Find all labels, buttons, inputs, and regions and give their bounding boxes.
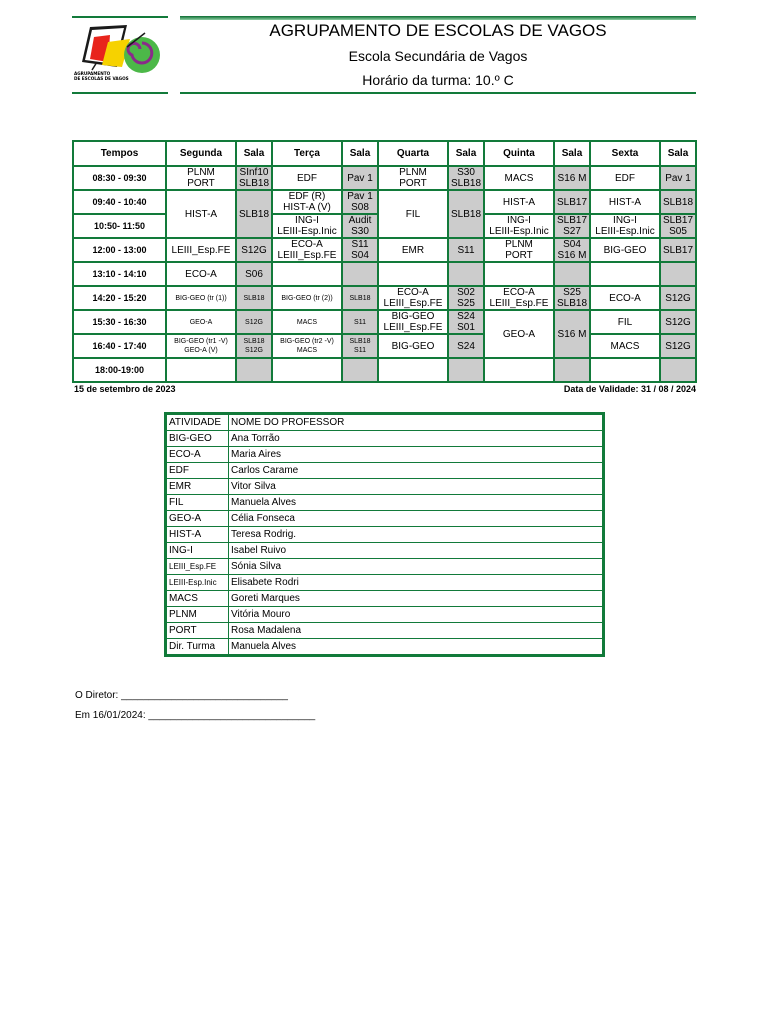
table-row [167, 639, 603, 655]
room-cell: SLB17 [554, 190, 590, 214]
room-cell: SLB18 [236, 190, 272, 238]
subject-cell: ECO-A [166, 262, 236, 286]
subject-cell: MACS [590, 334, 660, 358]
empty-cell [272, 358, 342, 382]
empty-room-cell [554, 358, 590, 382]
date-signature-line: Em 16/01/2024: ______________________________ [75, 710, 316, 721]
header-sala: Sala [236, 141, 272, 166]
header-segunda: Segunda [166, 141, 236, 166]
table-row [167, 591, 603, 607]
empty-cell [484, 358, 554, 382]
teacher-cell: Vitória Mouro [229, 607, 603, 623]
subject-cell: ING-I LEIII-Esp.Inic [484, 214, 554, 238]
table-row [167, 511, 603, 527]
table-row [167, 495, 603, 511]
subject-cell: ECO-A LEIII_Esp.FE [484, 286, 554, 310]
svg-text:DE ESCOLAS DE VAGOS: DE ESCOLAS DE VAGOS [74, 76, 129, 81]
teacher-cell: Rosa Madalena [229, 623, 603, 639]
teacher-cell: Manuela Alves [229, 639, 603, 655]
time-cell: 10:50- 11:50 [73, 214, 166, 238]
header-sala: Sala [342, 141, 378, 166]
table-row [73, 238, 696, 262]
activity-header: ATIVIDADE [167, 415, 229, 431]
time-cell: 15:30 - 16:30 [73, 310, 166, 334]
subject-cell: HIST-A [166, 190, 236, 238]
room-cell: S06 [236, 262, 272, 286]
header-tempos: Tempos [73, 141, 166, 166]
empty-cell [272, 262, 342, 286]
activity-cell: BIG-GEO [167, 431, 229, 447]
room-cell: SLB17 [660, 238, 696, 262]
class-label: Horário da turma: 10.º C [362, 72, 514, 88]
subject-cell: BIG-GEO (tr (2)) [272, 286, 342, 310]
time-cell: 09:40 - 10:40 [73, 190, 166, 214]
empty-cell [166, 358, 236, 382]
timetable [72, 140, 697, 383]
teacher-cell: Vitor Silva [229, 479, 603, 495]
activity-cell: HIST-A [167, 527, 229, 543]
time-cell: 13:10 - 14:10 [73, 262, 166, 286]
time-cell: 14:20 - 15:20 [73, 286, 166, 310]
subject-cell: EDF (R) HIST-A (V) [272, 190, 342, 214]
room-cell: SLB18 S12G [236, 334, 272, 358]
table-row [167, 543, 603, 559]
header-sala: Sala [660, 141, 696, 166]
table-row [167, 527, 603, 543]
activity-cell: MACS [167, 591, 229, 607]
empty-cell [378, 262, 448, 286]
table-row [73, 358, 696, 382]
table-row [167, 479, 603, 495]
room-cell: SLB18 S11 [342, 334, 378, 358]
subject-cell: HIST-A [590, 190, 660, 214]
activity-cell: ECO-A [167, 447, 229, 463]
activity-cell: EMR [167, 479, 229, 495]
room-cell: S16 M [554, 310, 590, 358]
issue-date: 15 de setembro de 2023 [74, 384, 176, 394]
room-cell: S12G [236, 238, 272, 262]
room-cell: SLB18 [660, 190, 696, 214]
subject-cell: BIG-GEO (tr1 -V) GEO-A (V) [166, 334, 236, 358]
subject-cell: PLNM PORT [484, 238, 554, 262]
header-sexta: Sexta [590, 141, 660, 166]
teacher-cell: Maria Aires [229, 447, 603, 463]
header-terca: Terça [272, 141, 342, 166]
empty-room-cell [448, 262, 484, 286]
empty-cell [590, 262, 660, 286]
teacher-cell: Sónia Silva [229, 559, 603, 575]
subject-cell: PLNM PORT [166, 166, 236, 190]
table-row [167, 463, 603, 479]
activity-cell: PORT [167, 623, 229, 639]
activity-cell: EDF [167, 463, 229, 479]
room-cell: S16 M [554, 166, 590, 190]
teacher-header: NOME DO PROFESSOR [229, 415, 603, 431]
time-cell: 16:40 - 17:40 [73, 334, 166, 358]
page-title: AGRUPAMENTO DE ESCOLAS DE VAGOS [269, 21, 607, 40]
subject-cell: EDF [272, 166, 342, 190]
empty-room-cell [660, 262, 696, 286]
header-sala: Sala [554, 141, 590, 166]
subject-cell: FIL [378, 190, 448, 238]
activity-cell: GEO-A [167, 511, 229, 527]
table-row [73, 190, 696, 214]
header-quarta: Quarta [378, 141, 448, 166]
teacher-cell: Elisabete Rodri [229, 575, 603, 591]
empty-cell [590, 358, 660, 382]
subject-cell: BIG-GEO [378, 334, 448, 358]
teacher-cell: Ana Torrão [229, 431, 603, 447]
room-cell: Pav 1 [660, 166, 696, 190]
room-cell: SLB18 [448, 190, 484, 238]
table-row [73, 334, 696, 358]
table-row [167, 447, 603, 463]
table-row [167, 431, 603, 447]
empty-room-cell [236, 358, 272, 382]
header-bottom-line [180, 92, 696, 94]
room-cell: S12G [660, 310, 696, 334]
room-cell: Audit S30 [342, 214, 378, 238]
room-cell: S24 S01 [448, 310, 484, 334]
validity-date: Data de Validade: 31 / 08 / 2024 [563, 384, 696, 394]
subject-cell: BIG-GEO (tr (1)) [166, 286, 236, 310]
teacher-cell: Teresa Rodrig. [229, 527, 603, 543]
subject-cell: PLNM PORT [378, 166, 448, 190]
time-cell: 12:00 - 13:00 [73, 238, 166, 262]
subject-cell: FIL [590, 310, 660, 334]
table-row [167, 575, 603, 591]
room-cell: SLB17 S27 [554, 214, 590, 238]
room-cell: S12G [660, 334, 696, 358]
room-cell: SLB18 [342, 286, 378, 310]
header-sala: Sala [448, 141, 484, 166]
subject-cell: ING-I LEIII-Esp.Inic [272, 214, 342, 238]
subject-cell: ECO-A LEIII_Esp.FE [272, 238, 342, 262]
room-cell: S24 [448, 334, 484, 358]
table-row [167, 623, 603, 639]
subject-cell: LEIII_Esp.FE [166, 238, 236, 262]
teachers-table [166, 414, 603, 655]
subject-cell: GEO-A [166, 310, 236, 334]
room-cell: S11 [448, 238, 484, 262]
subject-cell: BIG-GEO (tr2 -V) MACS [272, 334, 342, 358]
empty-room-cell [448, 358, 484, 382]
subject-cell: BIG-GEO [590, 238, 660, 262]
room-cell: S25 SLB18 [554, 286, 590, 310]
subject-cell: MACS [272, 310, 342, 334]
room-cell: S11 [342, 310, 378, 334]
room-cell: S11 S04 [342, 238, 378, 262]
director-signature-line: O Diretor: ______________________________ [75, 690, 288, 701]
teacher-cell: Goreti Marques [229, 591, 603, 607]
room-cell: SLB18 [236, 286, 272, 310]
activity-cell: PLNM [167, 607, 229, 623]
empty-room-cell [660, 358, 696, 382]
subject-cell: ECO-A [590, 286, 660, 310]
activity-cell: Dir. Turma [167, 639, 229, 655]
empty-room-cell [554, 262, 590, 286]
time-cell: 08:30 - 09:30 [73, 166, 166, 190]
school-logo-icon [72, 17, 167, 93]
teachers-header-row [167, 415, 603, 431]
empty-cell [378, 358, 448, 382]
subject-cell: MACS [484, 166, 554, 190]
school-name: Escola Secundária de Vagos [348, 48, 528, 64]
room-cell: S04 S16 M [554, 238, 590, 262]
header-quinta: Quinta [484, 141, 554, 166]
room-cell: S12G [236, 310, 272, 334]
table-row [73, 262, 696, 286]
empty-room-cell [342, 358, 378, 382]
subject-cell: GEO-A [484, 310, 554, 358]
teacher-cell: Carlos Carame [229, 463, 603, 479]
activity-cell: FIL [167, 495, 229, 511]
subject-cell: EDF [590, 166, 660, 190]
subject-cell: HIST-A [484, 190, 554, 214]
room-cell: S30 SLB18 [448, 166, 484, 190]
teacher-cell: Célia Fonseca [229, 511, 603, 527]
room-cell: SLB17 S05 [660, 214, 696, 238]
teacher-cell: Manuela Alves [229, 495, 603, 511]
teacher-cell: Isabel Ruivo [229, 543, 603, 559]
subject-cell: ING-I LEIII-Esp.Inic [590, 214, 660, 238]
subject-cell: EMR [378, 238, 448, 262]
room-cell: Pav 1 S08 [342, 190, 378, 214]
svg-text:AGRUPAMENTO: AGRUPAMENTO [74, 71, 111, 76]
room-cell: S02 S25 [448, 286, 484, 310]
header-top-bar [180, 16, 696, 20]
activity-cell: ING-I [167, 543, 229, 559]
table-row [73, 166, 696, 190]
time-cell: 18:00-19:00 [73, 358, 166, 382]
subject-cell: BIG-GEO LEIII_Esp.FE [378, 310, 448, 334]
table-row [73, 286, 696, 310]
timetable-header-row [73, 141, 696, 166]
room-cell: Pav 1 [342, 166, 378, 190]
activity-cell: LEIII-Esp.Inic [167, 575, 229, 591]
logo-bottom-line [72, 92, 168, 94]
room-cell: SInf10 SLB18 [236, 166, 272, 190]
subject-cell: ECO-A LEIII_Esp.FE [378, 286, 448, 310]
table-row [167, 607, 603, 623]
table-row [73, 310, 696, 334]
empty-cell [484, 262, 554, 286]
table-row [167, 559, 603, 575]
activity-cell: LEIII_Esp.FE [167, 559, 229, 575]
room-cell: S12G [660, 286, 696, 310]
empty-room-cell [342, 262, 378, 286]
